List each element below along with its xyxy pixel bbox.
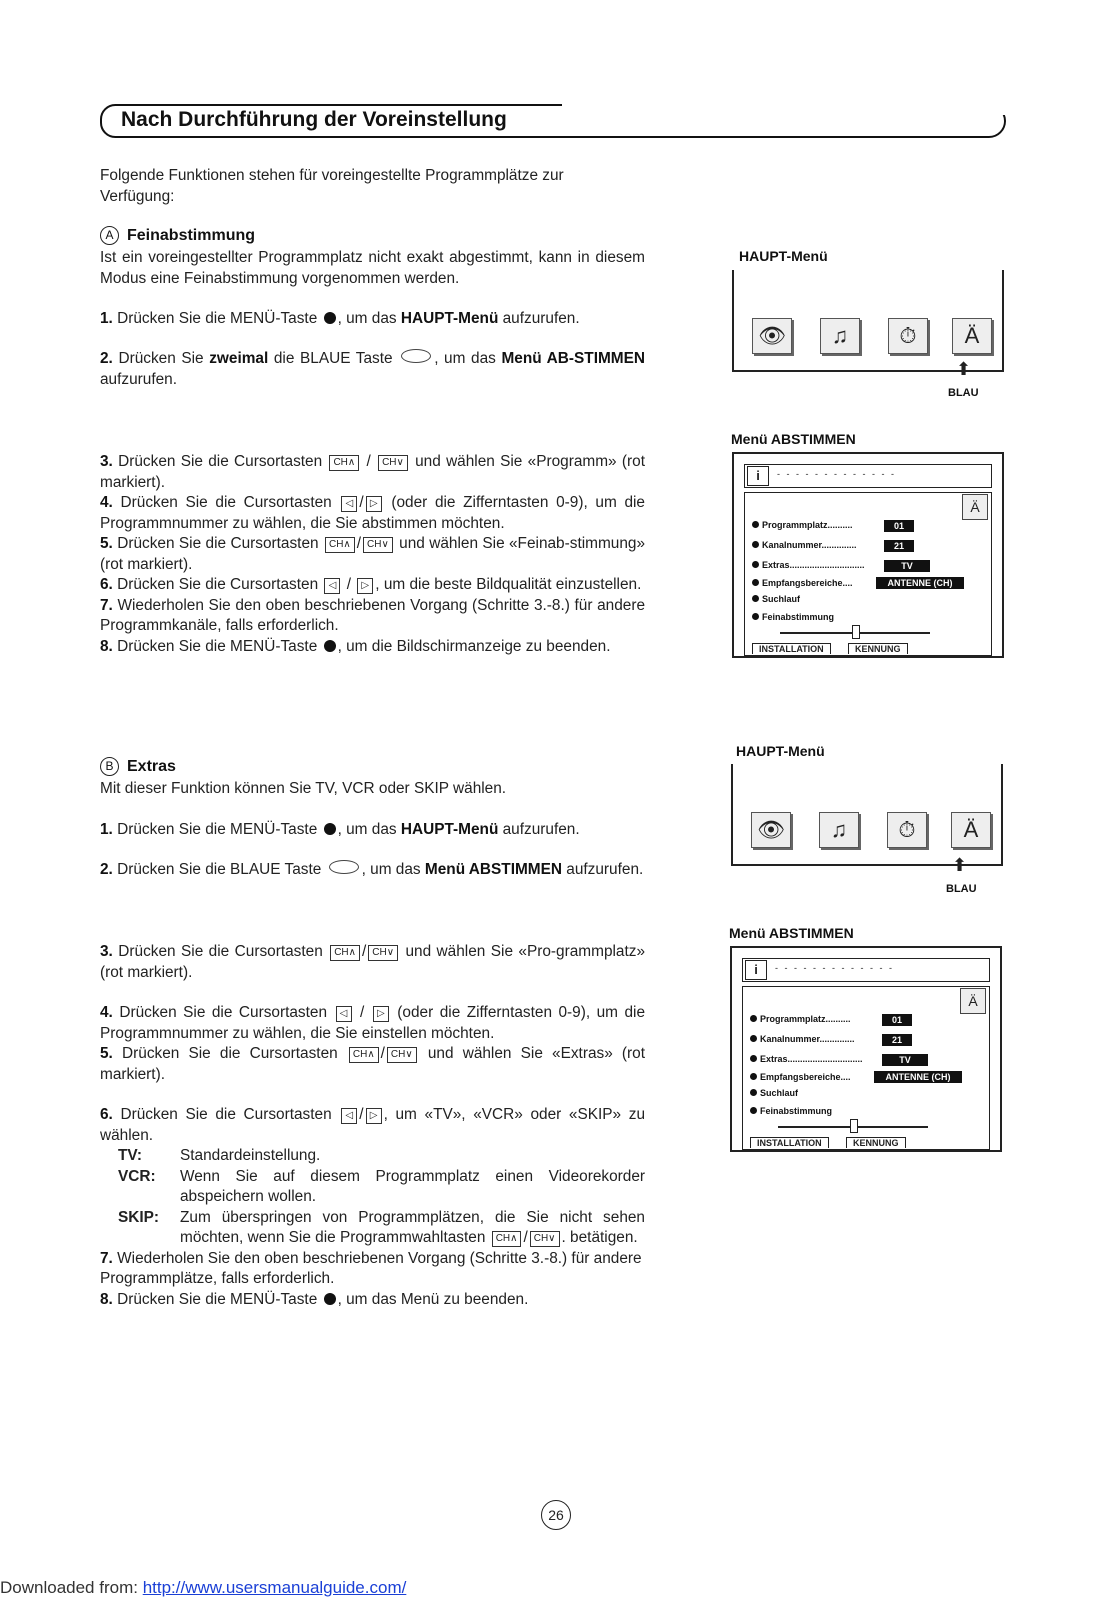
value-kanalnummer: 21 xyxy=(884,540,914,552)
source-link[interactable]: http://www.usersmanualguide.com/ xyxy=(142,1578,407,1597)
section-b-marker: B xyxy=(100,757,119,776)
ch-up-key-icon: CH∧ xyxy=(329,455,359,471)
sound-note-icon: ♫ xyxy=(819,812,859,848)
right-arrow-key-icon: ▷ xyxy=(366,1108,382,1124)
header-dashes: - - - - - - - - - - - - - xyxy=(775,963,894,973)
a-step-6: 6. Drücken Sie die Cursortasten ◁ / ▷ , um die beste Bildqualität einzustellen. xyxy=(100,576,642,593)
right-arrow-key-icon: ▷ xyxy=(357,578,373,594)
row-kanalnummer: Kanalnummer.............. xyxy=(750,1034,855,1044)
menu-header-bar xyxy=(742,958,990,982)
antenna-tuning-icon: Ä xyxy=(951,812,991,848)
value-empfangsbereiche: ANTENNE (CH) xyxy=(874,1071,962,1083)
value-kanalnummer: 21 xyxy=(882,1034,912,1046)
menu-button-icon xyxy=(324,640,336,652)
left-arrow-key-icon: ◁ xyxy=(336,1006,352,1022)
b-step-7: 7. Wiederholen Sie den oben beschriebenen Vorgang (Schritte 3.-8.) für andere Programmplätze, falls erforderlich. xyxy=(100,1249,642,1287)
row-programmplatz: Programmplatz.......... xyxy=(750,1014,851,1024)
def-tv: TV: Standardeinstellung. xyxy=(118,1147,321,1164)
info-icon: i xyxy=(747,466,769,486)
ch-up-key-icon: CH∧ xyxy=(330,945,360,961)
page-title: Nach Durchführung der Voreinstellung xyxy=(121,108,507,131)
row-suchlauf: Suchlauf xyxy=(750,1088,798,1098)
ch-down-key-icon: CH∨ xyxy=(368,945,398,961)
fine-tune-slider-thumb xyxy=(852,625,860,639)
row-empfangsbereiche: Empfangsbereiche.... xyxy=(752,578,853,588)
timer-clock-icon: ⏱ xyxy=(887,812,927,848)
a-step-2: 2. Drücken Sie zweimal die BLAUE Taste , um das Menü AB-STIMMEN aufzurufen. xyxy=(100,350,645,388)
a-steps-3-8 xyxy=(100,452,645,657)
a-step-7: 7. Wiederholen Sie den oben beschriebenen Vorgang (Schritte 3.-8.) für andere Programmkanäle, falls erforderlich. xyxy=(100,596,646,634)
b-step-6: 6. Drücken Sie die Cursortasten ◁ / ▷ , um «TV», «VCR» oder «SKIP» zu wählen. xyxy=(100,1106,645,1144)
fine-tune-slider-thumb xyxy=(850,1119,858,1133)
row-suchlauf: Suchlauf xyxy=(752,594,800,604)
page-number: 26 xyxy=(541,1500,571,1530)
picture-eye-icon: 👁 xyxy=(751,812,791,848)
haupt-menu-screen xyxy=(732,270,1004,372)
a-step-4: 4. Drücken Sie die Cursortasten ◁ / ▷ (oder die Zifferntasten 0-9), um die Programmnummer zu wählen, die Sie abstimmen möchten. xyxy=(100,494,645,532)
info-icon: i xyxy=(745,960,767,980)
tab-installation: INSTALLATION xyxy=(750,1137,829,1148)
ch-up-key-icon: CH∧ xyxy=(492,1231,522,1247)
a-step-3: 3. Drücken Sie die Cursortasten CH∧ / CH∨ und wählen Sie «Programm» (rot markiert). xyxy=(100,453,645,491)
haupt-menu-label-2: HAUPT-Menü xyxy=(736,743,825,759)
blue-button-icon xyxy=(401,349,431,363)
tab-kennung: KENNUNG xyxy=(846,1137,906,1148)
ch-up-key-icon: CH∧ xyxy=(325,537,355,553)
def-vcr: VCR: Wenn Sie auf diesem Programmplatz einen Videorekorder abspeichern wollen. xyxy=(118,1167,645,1205)
b-step-4: 4. Drücken Sie die Cursortasten ◁ / ▷ (oder die Zifferntasten 0-9), um die Programmnummer zu wählen, die Sie einstellen möchten. xyxy=(100,1004,646,1042)
row-programmplatz: Programmplatz.......... xyxy=(752,520,853,530)
haupt-menu-screen-2 xyxy=(731,764,1003,866)
download-footer: Downloaded from: http://www.usersmanualguide.com/ xyxy=(0,1578,407,1597)
value-programmplatz: 01 xyxy=(884,520,914,532)
menu-button-icon xyxy=(324,823,336,835)
picture-eye-icon: 👁 xyxy=(752,318,792,354)
row-extras: Extras.............................. xyxy=(750,1054,863,1064)
ch-down-key-icon: CH∨ xyxy=(363,537,393,553)
tab-kennung: KENNUNG xyxy=(848,643,908,654)
menu-button-icon xyxy=(324,1293,336,1305)
value-extras: TV xyxy=(884,560,930,572)
b-step-2: 2. Drücken Sie die BLAUE Taste , um das Menü ABSTIMMEN aufzurufen. xyxy=(100,861,644,878)
def-skip: SKIP: Zum überspringen von Programmplätzen, die Sie nicht sehen möchten, wenn Sie die Programmwahltasten CH∧ / CH∨ . betätigen. xyxy=(118,1208,645,1246)
left-arrow-key-icon: ◁ xyxy=(341,496,357,512)
menu-button-icon xyxy=(324,312,336,324)
menu-header-bar xyxy=(744,464,992,488)
section-a-heading: A Feinabstimmung xyxy=(100,226,255,245)
ch-up-key-icon: CH∧ xyxy=(349,1047,379,1063)
section-b-desc: Mit dieser Funktion können Sie TV, VCR oder SKIP wählen. xyxy=(100,780,507,797)
value-programmplatz: 01 xyxy=(882,1014,912,1026)
sound-note-icon: ♫ xyxy=(820,318,860,354)
left-arrow-key-icon: ◁ xyxy=(341,1108,357,1124)
blue-pointer-icon: ⬆ xyxy=(952,855,968,875)
abstimmen-menu-screen xyxy=(732,452,1004,658)
abstimmen-menu-label: Menü ABSTIMMEN xyxy=(731,431,856,447)
blau-label-2: BLAU xyxy=(946,883,977,895)
right-arrow-key-icon: ▷ xyxy=(366,496,382,512)
a-step-1: 1. Drücken Sie die MENÜ-Taste , um das HAUPT-Menü aufzurufen. xyxy=(100,310,580,327)
a-step-5: 5. Drücken Sie die Cursortasten CH∧ / CH∨ und wählen Sie «Feinab-stimmung» (rot markiert). xyxy=(100,535,646,573)
timer-clock-icon: ⏱ xyxy=(888,318,928,354)
b-step-5: 5. Drücken Sie die Cursortasten CH∧ / CH∨ und wählen Sie «Extras» (rot markiert). xyxy=(100,1045,646,1083)
right-arrow-key-icon: ▷ xyxy=(373,1006,389,1022)
tab-installation: INSTALLATION xyxy=(752,643,831,654)
b-step-8: 8. Drücken Sie die MENÜ-Taste , um das Menü zu beenden. xyxy=(100,1290,529,1308)
haupt-menu-label: HAUPT-Menü xyxy=(739,248,828,264)
b-step-1: 1. Drücken Sie die MENÜ-Taste , um das HAUPT-Menü aufzurufen. xyxy=(100,821,580,838)
ch-down-key-icon: CH∨ xyxy=(387,1047,417,1063)
blue-pointer-icon: ⬆ xyxy=(956,359,972,379)
row-empfangsbereiche: Empfangsbereiche.... xyxy=(750,1072,851,1082)
abstimmen-menu-label-2: Menü ABSTIMMEN xyxy=(729,925,854,941)
ch-down-key-icon: CH∨ xyxy=(378,455,408,471)
value-extras: TV xyxy=(882,1054,928,1066)
row-feinabstimmung: Feinabstimmung xyxy=(752,612,834,622)
section-a-marker: A xyxy=(100,226,119,245)
header-dashes: - - - - - - - - - - - - - xyxy=(777,469,896,479)
b-step-6-block xyxy=(100,1105,645,1310)
abstimmen-menu-screen-2 xyxy=(730,946,1002,1152)
section-a-desc: Ist ein voreingestellter Programmplatz nicht exakt abgestimmt, kann in diesem Modus eine Feinabstimmung vorgenommen werden. xyxy=(100,249,645,287)
antenna-tuning-icon: Ä xyxy=(962,494,988,520)
section-b-heading: B Extras xyxy=(100,757,176,776)
antenna-tuning-icon: Ä xyxy=(960,988,986,1014)
a-step-8: 8. Drücken Sie die MENÜ-Taste , um die Bildschirmanzeige zu beenden. xyxy=(100,637,611,655)
row-kanalnummer: Kanalnummer.............. xyxy=(752,540,857,550)
blau-label: BLAU xyxy=(948,387,979,399)
b-step-3: 3. Drücken Sie die Cursortasten CH∧ / CH∨ und wählen Sie «Pro-grammplatz» (rot markiert). xyxy=(100,943,646,981)
antenna-tuning-icon: Ä xyxy=(952,318,992,354)
b-steps-4-5 xyxy=(100,1003,645,1085)
blue-button-icon xyxy=(329,860,359,874)
intro-text: Folgende Funktionen stehen für voreingestellte Programmplätze zur Verfügung: xyxy=(100,167,564,205)
value-empfangsbereiche: ANTENNE (CH) xyxy=(876,577,964,589)
left-arrow-key-icon: ◁ xyxy=(324,578,340,594)
ch-down-key-icon: CH∨ xyxy=(530,1231,560,1247)
row-extras: Extras.............................. xyxy=(752,560,865,570)
row-feinabstimmung: Feinabstimmung xyxy=(750,1106,832,1116)
